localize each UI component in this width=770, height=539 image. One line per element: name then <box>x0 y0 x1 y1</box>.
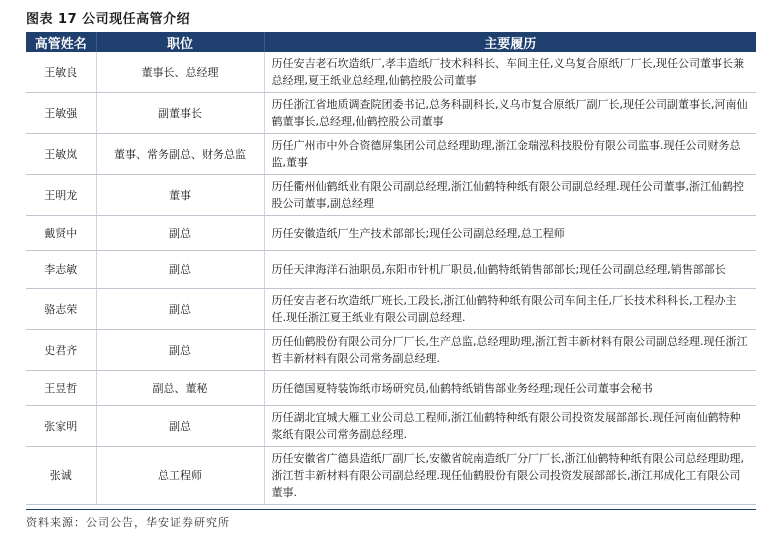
executive-position: 副总、董秘 <box>96 371 264 406</box>
executive-position: 董事、常务副总、财务总监 <box>96 134 264 175</box>
executive-resume: 历任仙鹤股份有限公司分厂厂长,生产总监,总经理助理,浙江哲丰新材料有限公司副总经理.现任浙江哲丰新材料有限公司常务副总经理. <box>264 330 756 371</box>
header-name: 高管姓名 <box>26 32 96 52</box>
executive-name: 王明龙 <box>26 175 96 216</box>
executive-resume: 历任广州市中外合资德屏集团公司总经理助理,浙江金瑞泓科技股份有限公司监事.现任公司财务总监,董事 <box>264 134 756 175</box>
executive-position: 副总 <box>96 289 264 330</box>
executive-name: 张诚 <box>26 447 96 505</box>
table-bottom-rule <box>26 509 756 510</box>
executive-position: 副总 <box>96 251 264 289</box>
executive-resume: 历任湖北宜城大雁工业公司总工程师,浙江仙鹤特种纸有限公司投资发展部部长.现任河南仙鹤特种浆纸有限公司常务副总经理. <box>264 406 756 447</box>
table-row <box>26 175 756 216</box>
table-row <box>26 447 756 505</box>
executive-name: 李志敏 <box>26 251 96 289</box>
table-row <box>26 134 756 175</box>
executive-name: 张家明 <box>26 406 96 447</box>
executives-table <box>26 32 756 505</box>
executive-resume: 历任天津海洋石油职员,东阳市针机厂职员,仙鹤特纸销售部部长;现任公司副总经理,销售部部长 <box>264 251 756 289</box>
executive-resume: 历任安吉老石坎造纸厂班长,工段长,浙江仙鹤特种纸有限公司车间主任,厂长技术科科长,工程办主任.现任浙江夏王纸业有限公司副总经理. <box>264 289 756 330</box>
header-resume: 主要履历 <box>484 36 537 52</box>
executive-resume: 历任安徽省广德县造纸厂副厂长,安徽省皖南造纸厂分厂厂长,浙江仙鹤特种纸有限公司总经理助理,浙江哲丰新材料有限公司副总经理.现任仙鹤股份有限公司投资发展部部长,浙江邦成化工有限公司董事. <box>264 447 756 505</box>
executive-name: 王敏强 <box>26 93 96 134</box>
executive-name: 王敏良 <box>26 52 96 93</box>
executive-position: 副总 <box>96 330 264 371</box>
executive-resume: 历任德国夏特装饰纸市场研究员,仙鹤特纸销售部业务经理;现任公司董事会秘书 <box>264 371 756 406</box>
table-row <box>26 406 756 447</box>
source-note: 资料来源：公司公告，华安证券研究所 <box>26 516 230 529</box>
table-header-row <box>26 32 756 52</box>
executive-name: 戴贤中 <box>26 216 96 251</box>
header-position: 职位 <box>96 32 264 52</box>
executive-position: 总工程师 <box>96 447 264 505</box>
executive-position: 副总 <box>96 216 264 251</box>
table-row <box>26 52 756 93</box>
executive-position: 董事长、总经理 <box>96 52 264 93</box>
executives-table-container <box>26 32 756 505</box>
executive-name: 王敏岚 <box>26 134 96 175</box>
executive-resume: 历任衢州仙鹤纸业有限公司副总经理,浙江仙鹤特种纸有限公司副总经理.现任公司董事,浙江仙鹤控股公司董事,副总经理 <box>264 175 756 216</box>
table-row <box>26 330 756 371</box>
executive-position: 副总 <box>96 406 264 447</box>
table-row <box>26 251 756 289</box>
executive-resume: 历任浙江省地质调查院团委书记,总务科副科长,义乌市复合原纸厂副厂长,现任公司副董事长,河南仙鹤董事长,总经理,仙鹤控股公司董事 <box>264 93 756 134</box>
executive-position: 董事 <box>96 175 264 216</box>
table-row <box>26 289 756 330</box>
figure-title: 图表 17 公司现任高管介绍 <box>26 12 191 27</box>
table-row <box>26 93 756 134</box>
executive-name: 王昱哲 <box>26 371 96 406</box>
executive-resume: 历任安吉老石坎造纸厂,孝丰造纸厂技术科科长、车间主任,义乌复合原纸厂厂长,现任公司董事长兼总经理,夏王纸业总经理,仙鹤控股公司董事 <box>264 52 756 93</box>
table-row <box>26 371 756 406</box>
executive-position: 副董事长 <box>96 93 264 134</box>
table-row <box>26 216 756 251</box>
executive-name: 史君齐 <box>26 330 96 371</box>
executive-resume: 历任安徽造纸厂生产技术部部长;现任公司副总经理,总工程师 <box>264 216 756 251</box>
executive-name: 骆志荣 <box>26 289 96 330</box>
